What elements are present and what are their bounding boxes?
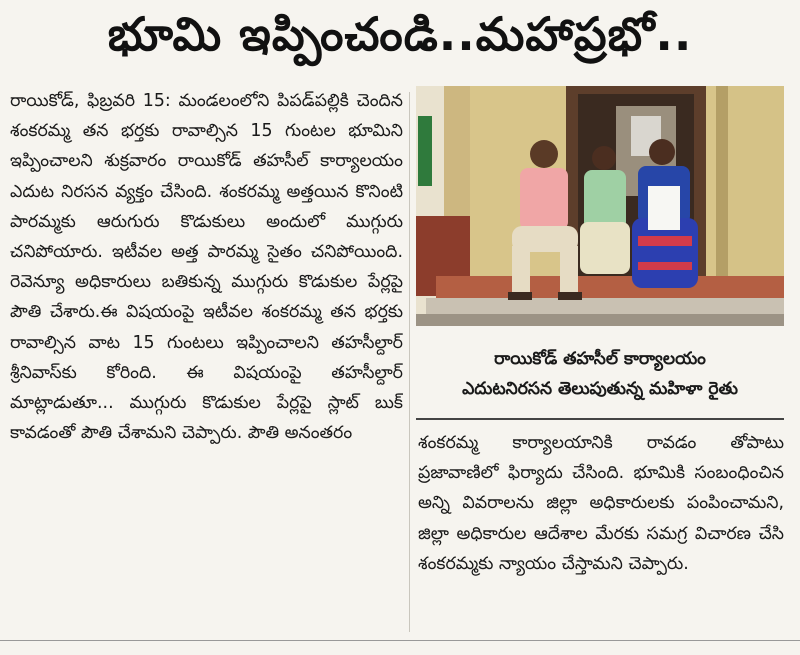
article-left-column <box>10 86 403 634</box>
headline: భూమి ఇప్పించండి..మహాప్రభో.. <box>107 7 693 61</box>
article-body-right: శంకరమ్మ కార్యాలయానికి రావడం తోపాటు ప్రజావాణిలో ఫిర్యాదు చేసింది. భూమికి సంబంధించిన అన్ని వివరాలను జిల్లా అధికారులకు పంపించామని, జిల్లా అధికారుల ఆదేశాల మేరకు సమగ్ర విచారణ చేసి శంకరమ్మకు న్యాయం చేస్తామని చెప్పారు. <box>418 433 784 574</box>
article-right-column <box>418 428 784 633</box>
bottom-rule <box>0 640 800 641</box>
protest-photo-illustration <box>416 86 784 326</box>
photo-caption <box>416 336 784 412</box>
article-body-left: రాయికోడ్‌, ఫిబ్రవరి 15: మండలంలోని పిపడ్‌పల్లికి చెందిన శంకరమ్మ తన భర్తకు రావాల్సిన 15 గుంటల భూమిని ఇప్పించాలని శుక్రవారం రాయికోడ్‌ తహసీల్‌ కార్యాలయం ఎదుట నిరసన వ్యక్తం చేసింది. శంకరమ్మ అత్తయిన కొనింటి పారమ్మకు ఆరుగురు కొడుకులు అందులో ముగ్గురు చనిపోయారు. ఇటీవల అత్త పారమ్మ సైతం చనిపోయింది. రెవెన్యూ అధికారులు బతికున్న ముగ్గురు కొడుకుల పేర్లపై పౌతి చేశారు.ఈ విషయంపై ఇటీవల శంకరమ్మ తన భర్తకు రావాల్సిన వాట 15 గుంటలు ఇప్పించాలని తహసీల్దార్‌ శ్రీనివాస్‌కు కోరింది. ఈ విషయంపై తహసీల్దార్‌ మాట్లాడుతూ... ముగ్గురు కొడుకుల పేర్లపై స్లాట్‌ బుక్‌ కావడంతో పౌతి చేశామని చెప్పారు. పౌతి అనంతరం <box>10 91 403 444</box>
news-photo <box>416 86 784 326</box>
caption-divider <box>416 418 784 420</box>
caption-line-1: రాయికోడ్‌ తహసీల్‌ కార్యాలయం <box>494 349 706 369</box>
caption-line-2: ఎదుటనిరసన తెలుపుతున్న మహిళా రైతు <box>462 379 738 399</box>
column-divider <box>409 92 410 632</box>
